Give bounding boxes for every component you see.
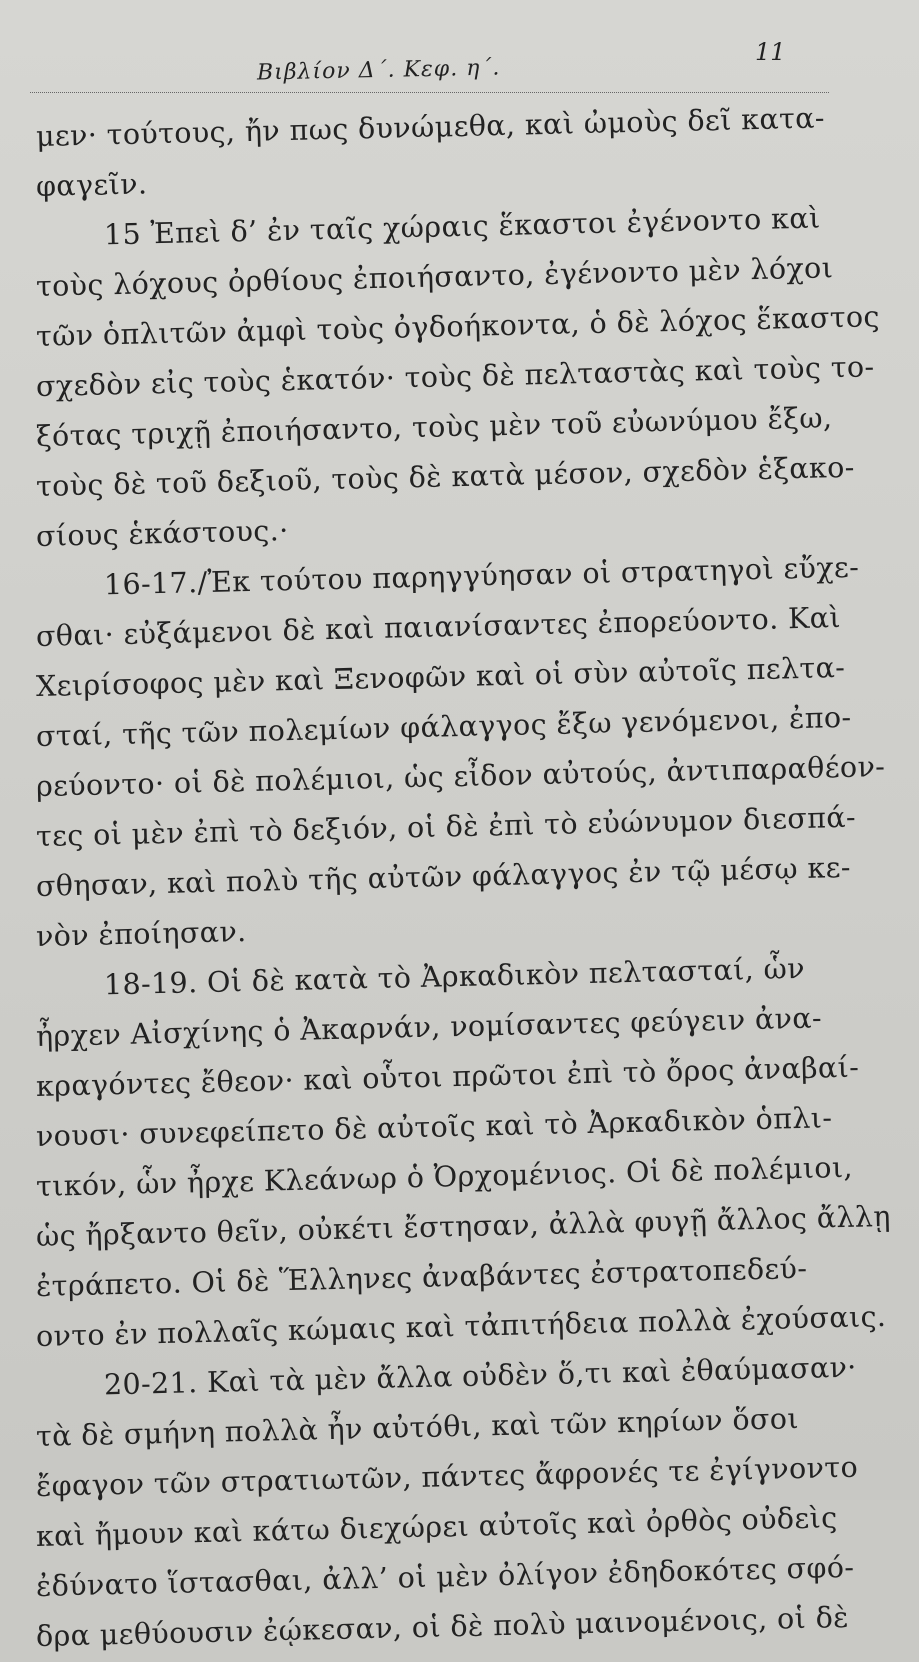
text-line: τὰ δὲ σμήνη πολλὰ ἦν αὐτόθι, καὶ τῶν κηρίων ὅσοι xyxy=(35,1402,800,1453)
text-line: τοὺς λόχους ὀρθίους ἐποιήσαντο, ἐγένοντο μὲν λόχοι xyxy=(35,251,834,303)
text-line: νὸν ἐποίησαν. xyxy=(35,915,247,953)
text-line: οντο ἐν πολλαῖς κώμαις καὶ τἀπιτήδεια πολλὰ ἐχούσαις. xyxy=(35,1299,887,1353)
text-line: 15 Ἐπεὶ δ’ ἐν ταῖς χώραις ἕκαστοι ἐγένοντο καὶ xyxy=(103,201,821,252)
text-line: νουσι· συνεφείπετο δὲ αὐτοῖς καὶ τὸ Ἀρκαδικὸν ὁπλι- xyxy=(35,1101,833,1153)
text-line: Χειρίσοφος μὲν καὶ Ξενοφῶν καὶ οἱ σὺν αὐτοῖς πελτα- xyxy=(35,650,846,703)
text-line: τικόν, ὧν ἦρχε Κλεάνωρ ὁ Ὀρχομένιος. Οἱ δὲ πολέμιοι, xyxy=(35,1150,854,1203)
text-line: δρα μεθύουσιν ἐῴκεσαν, οἱ δὲ πολὺ μαινομένοις, οἱ δὲ xyxy=(35,1600,850,1653)
text-line: τῶν ὁπλιτῶν ἀμφὶ τοὺς ὀγδοήκοντα, ὁ δὲ λόχος ἕκαστος xyxy=(35,300,881,353)
body-text xyxy=(35,101,892,1662)
text-line: σθησαν, καὶ πολὺ τῆς αὐτῶν φάλαγγος ἐν τῷ μέσῳ κε- xyxy=(35,850,852,903)
text-line: τες οἱ μὲν ἐπὶ τὸ δεξιόν, οἱ δὲ ἐπὶ τὸ εὐώνυμον διεσπά- xyxy=(35,800,857,853)
text-line: ὡς ἤρξαντο θεῖν, οὐκέτι ἔστησαν, ἀλλὰ φυγῇ ἄλλος ἄλλῃ xyxy=(35,1199,892,1253)
text-line: τοὺς δὲ τοῦ δεξιοῦ, τοὺς δὲ κατὰ μέσον, σχεδὸν ἑξακο- xyxy=(35,450,856,503)
text-line: 18-19. Οἱ δὲ κατὰ τὸ Ἀρκαδικὸν πελτασταί, ὧν xyxy=(103,951,806,1002)
text-line: ξότας τριχῇ ἐποιήσαντο, τοὺς μὲν τοῦ εὐωνύμου ἔξω, xyxy=(35,401,833,453)
text-line: σχεδὸν εἰς τοὺς ἑκατόν· τοὺς δὲ πελταστὰς καὶ τοὺς το- xyxy=(35,350,875,403)
text-line: ἦρχεν Αἰσχίνης ὁ Ἀκαρνάν, νομίσαντες φεύγειν ἀνα- xyxy=(35,1001,823,1053)
text-line: σθαι· εὐξάμενοι δὲ καὶ παιανίσαντες ἐπορεύοντο. Καὶ xyxy=(35,601,842,653)
text-line: κραγόντες ἔθεον· καὶ οὗτοι πρῶτοι ἐπὶ τὸ ὄρος ἀναβαί- xyxy=(35,1050,860,1103)
running-head: Βιβλίον Δ΄. Κεφ. η΄. xyxy=(256,55,501,86)
text-line: καὶ ἤμουν καὶ κάτω διεχώρει αὐτοῖς καὶ ὀρθὸς οὐδεὶς xyxy=(35,1501,838,1553)
page-header xyxy=(30,36,829,93)
text-line: ρεύοντο· οἱ δὲ πολέμιοι, ὡς εἶδον αὐτούς, ἀντιπαραθέον- xyxy=(35,749,886,803)
text-line: ἐτράπετο. Οἱ δὲ Ἕλληνες ἀναβάντες ἐστρατοπεδεύ- xyxy=(35,1251,808,1303)
text-line: ἐδύνατο ἵστασθαι, ἀλλ’ οἱ μὲν ὀλίγον ἐδηδοκότες σφό- xyxy=(35,1550,855,1603)
page-number: 11 xyxy=(755,38,786,66)
text-line: ἔφαγον τῶν στρατιωτῶν, πάντες ἄφρονές τε ἐγίγνοντο xyxy=(35,1450,859,1503)
text-line: σταί, τῆς τῶν πολεμίων φάλαγγος ἔξω γενόμενοι, ἐπο- xyxy=(35,700,852,753)
text-line: 16-17./Ἐκ τούτου παρηγγύησαν οἱ στρατηγοὶ εὔχε- xyxy=(103,550,860,602)
text-line: φαγεῖν. xyxy=(35,167,148,203)
text-line: μεν· τούτους, ἤν πως δυνώμεθα, καὶ ὠμοὺς δεῖ κατα- xyxy=(35,101,826,153)
text-line: 20-21. Καὶ τὰ μὲν ἄλλα οὐδὲν ὅ,τι καὶ ἐθαύμασαν· xyxy=(103,1350,858,1402)
text-line: σίους ἑκάστους.· xyxy=(35,514,289,553)
